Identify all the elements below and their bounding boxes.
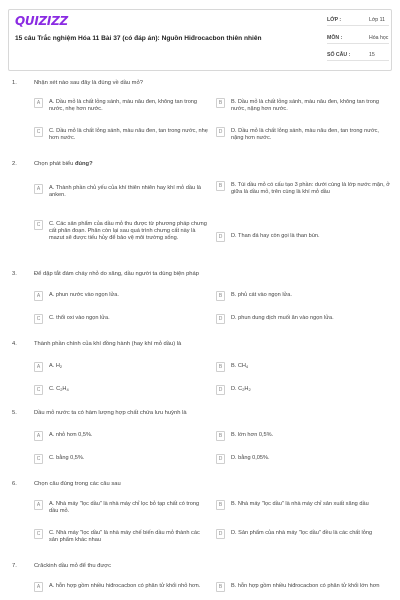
formula-subscript: 2 — [248, 387, 251, 392]
option-text — [49, 386, 209, 393]
question-number: 4. — [12, 341, 17, 347]
question-text: Nhận xét nào sau đây là đúng về dầu mỏ? — [34, 80, 143, 86]
option-letter-box[interactable]: C — [34, 127, 43, 137]
question-text-plain: Chọn phát biểu — [34, 161, 75, 167]
option-letter-box[interactable]: C — [34, 529, 43, 539]
option-text: D. bằng 0,05%. — [231, 455, 270, 461]
option-text: D. Sản phẩm của nhà máy "lọc dầu" đều là các chất lỏng — [231, 530, 373, 536]
option-letter-box[interactable]: D — [216, 385, 225, 395]
option-text: B. lớn hơn 0,5%. — [231, 432, 274, 438]
option-letter-box[interactable]: A — [34, 500, 43, 510]
question-text: Chọn câu đúng trong các câu sau — [34, 481, 121, 487]
option-letter-box[interactable]: D — [216, 529, 225, 539]
question-text: Crăckinh dầu mỏ để thu được — [34, 563, 111, 569]
question-number: 3. — [12, 271, 17, 277]
option-letter-box[interactable]: C — [34, 454, 43, 464]
option-letter-box[interactable]: B — [216, 98, 225, 108]
question-number: 1. — [12, 80, 17, 86]
option-text: D. phun dung dịch muối ăn vào ngọn lửa. — [231, 315, 334, 321]
formula-subscript: 2 — [59, 364, 63, 369]
meta-question-count — [327, 49, 389, 61]
question-number: 5. — [12, 410, 17, 416]
option-letter-box[interactable]: C — [34, 220, 43, 230]
option-letter-box[interactable]: B — [216, 582, 225, 592]
option-text: B. phủ cát vào ngọn lửa. — [231, 292, 292, 298]
quizizz-logo: QUIZIZZ — [15, 14, 68, 28]
question-number: 2. — [12, 161, 17, 167]
option-letter-box[interactable]: A — [34, 582, 43, 592]
option-text — [231, 386, 391, 393]
option-letter-box[interactable]: D — [216, 232, 225, 242]
question-text — [34, 161, 384, 167]
worksheet-header — [8, 9, 392, 71]
option-letter-box[interactable]: D — [216, 454, 225, 464]
meta-grade — [327, 14, 389, 26]
formula-text: H — [244, 386, 249, 392]
option-text: A. phun nước vào ngọn lửa. — [49, 292, 119, 298]
formula-text: C. C — [49, 386, 61, 392]
option-letter-box[interactable]: D — [216, 314, 225, 324]
option-text: A. Dầu mỏ là chất lỏng sánh, màu nâu đen, không tan trong nước, nhẹ hơn nước. — [49, 99, 198, 112]
formula-text: H — [62, 386, 67, 392]
option-letter-box[interactable]: B — [216, 362, 225, 372]
meta-label: SỐ CÂU : — [327, 52, 351, 58]
option-letter-box[interactable]: A — [34, 431, 43, 441]
question-text: Thành phần chính của khí đồng hành (hay khí mỏ dầu) là — [34, 341, 182, 347]
formula-text: B. CH — [231, 363, 246, 369]
option-text: D. Than đá hay còn gọi là than bùn. — [231, 233, 320, 239]
worksheet-title: 15 câu Trắc nghiệm Hóa 11 Bài 37 (có đáp án): Nguồn Hiđrocacbon thiên nhiên — [15, 35, 262, 42]
option-letter-box[interactable]: A — [34, 291, 43, 301]
option-text: A. hỗn hợp gồm nhiều hiđrocacbon có phân tử khối nhỏ hơn. — [49, 583, 201, 589]
question-text: Dầu mỏ nước ta có hàm lượng hợp chất chứa lưu huỳnh là — [34, 410, 187, 416]
formula-subscript: 2 — [242, 387, 245, 392]
option-text: D. Dầu mỏ là chất lỏng sánh, màu nâu đen, tan trong nước, nặng hơn nước. — [231, 128, 379, 141]
option-text: A. nhỏ hơn 0,5%. — [49, 432, 93, 438]
option-text: C. Dầu mỏ là chất lỏng sánh, màu nâu đen, tan trong nước, nhẹ hơn nước. — [49, 128, 208, 141]
option-letter-box[interactable]: C — [34, 385, 43, 395]
formula-subscript: 4 — [66, 387, 69, 392]
option-letter-box[interactable]: D — [216, 127, 225, 137]
option-letter-box[interactable]: A — [34, 362, 43, 372]
meta-label: MÔN : — [327, 35, 343, 41]
meta-value: 15 — [369, 52, 375, 58]
option-text: A. Nhà máy "lọc dầu" là nhà máy chỉ lọc bỏ tạp chất có trong dầu mỏ. — [49, 501, 200, 514]
option-letter-box[interactable]: B — [216, 431, 225, 441]
option-letter-box[interactable]: A — [34, 184, 43, 194]
formula-subscript: 4 — [245, 364, 249, 369]
meta-label: LỚP : — [327, 17, 342, 23]
option-letter-box[interactable]: B — [216, 181, 225, 191]
formula-text: D. C — [231, 386, 243, 392]
option-text: B. Túi dầu mỏ có cấu tạo 3 phần: dưới cùng là lớp nước mặn, ở giữa là dầu mỏ, trên cùng là khí mỏ dầu — [231, 182, 390, 195]
option-text: C. bằng 0,5%. — [49, 455, 85, 461]
option-letter-box[interactable]: B — [216, 291, 225, 301]
option-letter-box[interactable]: A — [34, 98, 43, 108]
option-letter-box[interactable]: C — [34, 314, 43, 324]
option-text: B. Dầu mỏ là chất lỏng sánh, màu nâu đen, không tan trong nước, nặng hơn nước. — [231, 99, 380, 112]
option-text — [49, 363, 209, 370]
meta-subject — [327, 32, 389, 44]
option-text: C. Các sản phẩm của dầu mỏ thu được từ phương pháp chưng cất phân đoạn. Phân còn lại sau quá trình chưng cất này là mazut sẽ được tiếu hủy để bảo vệ môi trường sống. — [49, 221, 207, 241]
option-text: B. Nhà máy "lọc dầu" là nhà máy chỉ sản xuất xăng dầu — [231, 501, 369, 507]
meta-value: Lớp 11 — [369, 17, 385, 23]
option-text: C. thổi oxi vào ngọn lửa. — [49, 315, 110, 321]
option-text: C. Nhà máy "lọc dầu" là nhà máy chế biến dầu mỏ thành các sản phẩm khác nhau — [49, 530, 200, 543]
formula-text: A. H — [49, 363, 60, 369]
option-text — [231, 363, 391, 370]
question-text: Để dập tắt đám cháy nhỏ do xăng, dầu người ta dùng biện pháp — [34, 271, 199, 277]
meta-value: Hóa học — [369, 35, 389, 41]
question-text-bold: đúng? — [74, 161, 93, 167]
formula-subscript: 2 — [60, 387, 63, 392]
option-text: A. Thành phần chủ yếu của khí thiên nhiên hay khí mỏ dầu là anken. — [49, 185, 201, 198]
question-number: 6. — [12, 481, 17, 487]
option-text: B. hỗn hợp gồm nhiều hiđrocacbon có phân tử khối lớn hơn — [231, 583, 380, 589]
option-letter-box[interactable]: B — [216, 500, 225, 510]
question-number: 7. — [12, 563, 17, 569]
